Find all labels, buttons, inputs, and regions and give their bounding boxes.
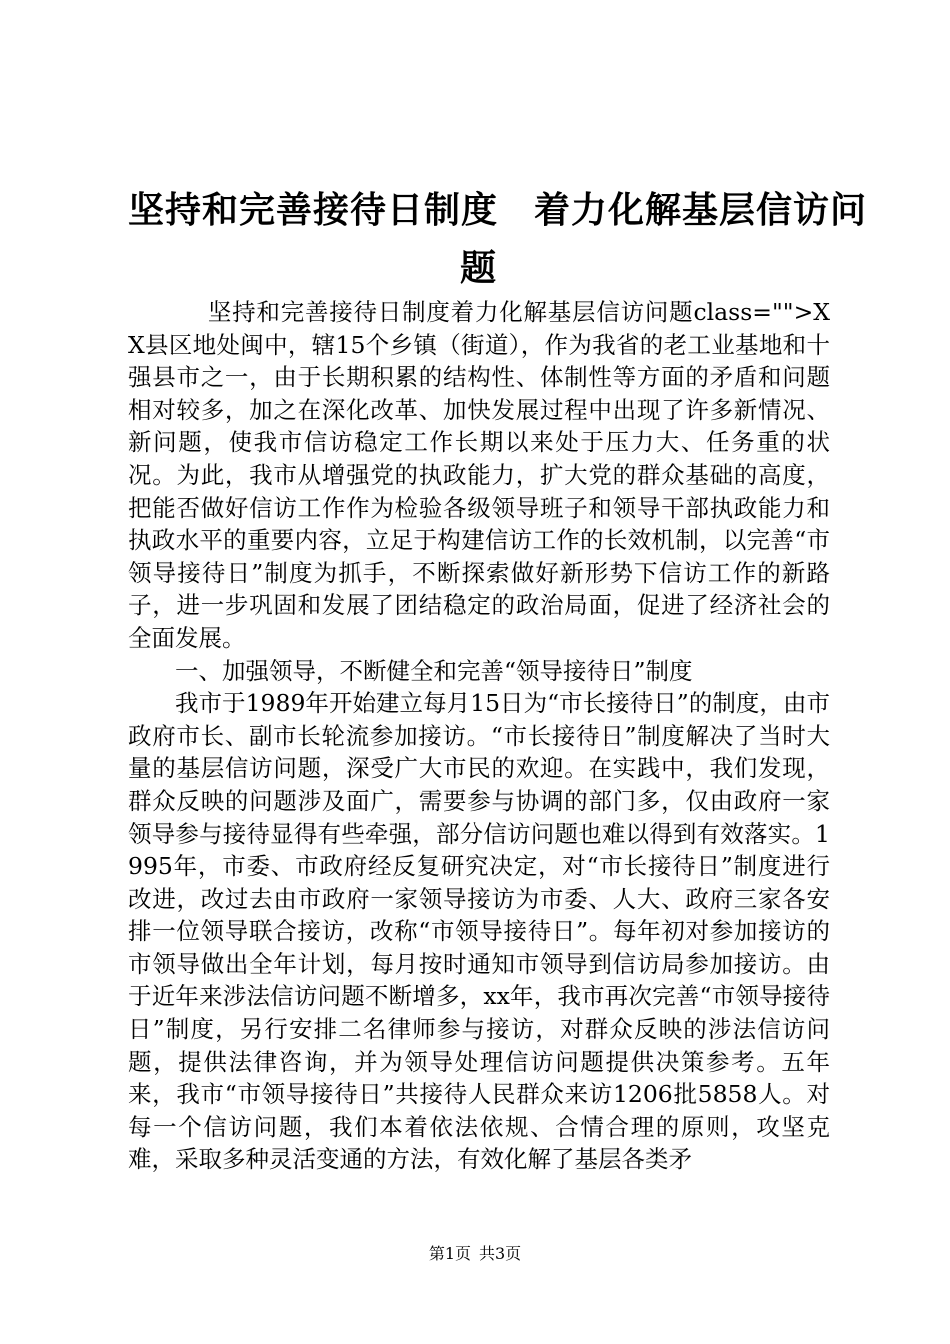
title-part-1: 坚持和完善接待日制度 xyxy=(128,189,499,231)
page-number: 第1页 xyxy=(428,1244,471,1263)
page-total: 共3页 xyxy=(479,1244,522,1263)
section-heading: 一、加强领导，不断健全和完善“领导接待日”制度 xyxy=(175,656,693,685)
document-title-line-2: 题 xyxy=(459,247,496,289)
document-body xyxy=(128,296,830,1176)
title-part-2: 着力化解基层信访问 xyxy=(534,189,868,231)
document-title-line-1 xyxy=(128,189,868,231)
page-footer xyxy=(0,1244,950,1264)
body-paragraph: 我市于1989年开始建立每月15日为“市长接待日”的制度，由市政府市长、副市长轮流参加接访。“市长接待日”制度解决了当时大量的基层信访问题，深受广大市民的欢迎。在实践中，我们发现，群众反映的问题涉及面广，需要参与协调的部门多，仅由政府一家领导参与接待显得有些牵强，部分信访问题也难以得到有效落实。1995年，市委、市政府经反复研究决定，对“市长接待日”制度进行改进，改过去由市政府一家领导接访为市委、人大、政府三家各安排一位领导联合接访，改称“市领导接待日”。每年初对参加接访的市领导做出全年计划，每月按时通知市领导到信访局参加接访。由于近年来涉法信访问题不断增多，xx年，我市再次完善“市领导接待日”制度，另行安排二名律师参与接访，对群众反映的涉法信访问题，提供法律咨询，并为领导处理信访问题提供决策参考。五年来，我市“市领导接待日”共接待人民群众来访1206批5858人。对每一个信访问题，我们本着依法依规、合情合理的原则，攻坚克难，采取多种灵活变通的方法，有效化解了基层各类矛 xyxy=(128,689,830,1174)
body-paragraph-intro: 坚持和完善接待日制度着力化解基层信访问题class="">XX县区地处闽中，辖15个乡镇（街道），作为我省的老工业基地和十强县市之一，由于长期积累的结构性、体制性等方面的矛盾和问题相对较多，加之在深化改革、加快发展过程中出现了许多新情况、新问题，使我市信访稳定工作长期以来处于压力大、任务重的状况。为此，我市从增强党的执政能力，扩大党的群众基础的高度，把能否做好信访工作作为检验各级领导班子和领导干部执政能力和执政水平的重要内容，立足于构建信访工作的长效机制，以完善“市领导接待日”制度为抓手，不断探索做好新形势下信访工作的新路子，进一步巩固和发展了团结稳定的政治局面，促进了经济社会的全面发展。 xyxy=(128,298,830,652)
